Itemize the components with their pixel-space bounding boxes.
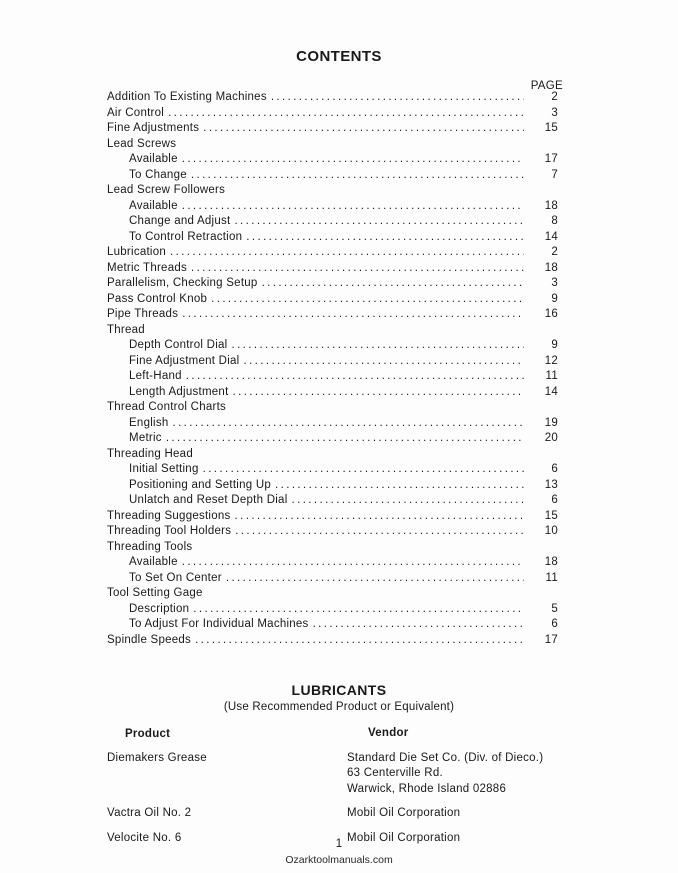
dot-leader (207, 292, 524, 308)
lubricants-title: LUBRICANTS (291, 682, 387, 698)
toc-entry-label: Threading Head (107, 447, 193, 460)
toc-row (107, 555, 558, 571)
toc-row (107, 431, 558, 447)
dot-leader (231, 509, 524, 525)
toc-page-number: 17 (544, 153, 558, 165)
table-of-contents (107, 90, 558, 648)
toc-row (107, 571, 558, 587)
toc-row (107, 137, 558, 153)
dot-leader (182, 369, 524, 385)
toc-row (107, 323, 558, 339)
vendor-info (347, 806, 572, 822)
toc-entry-label: Fine Adjustment Dial (129, 354, 240, 367)
toc-entry-label: Lead Screw Followers (107, 184, 226, 196)
toc-entry-label: Initial Setting (129, 463, 199, 475)
toc-row (107, 230, 558, 246)
dot-leader (178, 199, 524, 215)
dot-leader (258, 276, 524, 292)
toc-row (107, 338, 558, 354)
toc-row (107, 199, 558, 215)
toc-page-number: 6 (551, 494, 558, 506)
dot-leader (178, 152, 524, 168)
toc-entry-label: Thread Control Charts (107, 401, 227, 413)
toc-page-number: 13 (544, 478, 558, 491)
toc-page-number: 9 (551, 292, 558, 305)
toc-page-number: 20 (544, 432, 558, 444)
toc-row (107, 369, 558, 385)
toc-row (107, 447, 558, 463)
toc-row (107, 261, 558, 277)
toc-entry-label: Unlatch and Reset Depth Dial (129, 494, 288, 506)
toc-row (107, 602, 558, 618)
dot-leader (309, 617, 524, 633)
toc-page-number: 14 (544, 230, 558, 243)
dot-leader (199, 121, 524, 137)
product-name: Velocite No. 6 (107, 831, 182, 844)
toc-entry-label: Spindle Speeds (107, 633, 192, 646)
toc-entry-label: Available (129, 153, 178, 165)
lubricants-rows (107, 751, 572, 847)
dot-leader (178, 307, 524, 323)
toc-entry-label: Positioning and Setting Up (129, 478, 272, 491)
toc-row (107, 106, 558, 122)
toc-page-number: 14 (544, 385, 558, 398)
toc-row (107, 276, 558, 292)
lubricants-header-row (107, 727, 572, 743)
toc-entry-label: English (129, 416, 169, 429)
toc-entry-label: To Control Retraction (129, 230, 243, 243)
toc-row (107, 540, 558, 556)
page-number: 1 (335, 838, 343, 850)
toc-entry-label: To Set On Center (129, 571, 222, 584)
toc-entry-label: Metric Threads (107, 261, 187, 274)
vendor-column-header: Vendor (368, 727, 409, 739)
page-column-header: PAGE (530, 80, 563, 92)
toc-entry-label: Addition To Existing Machines (107, 91, 267, 103)
toc-page-number: 18 (544, 199, 558, 212)
toc-page-number: 18 (544, 261, 558, 274)
toc-row (107, 586, 558, 602)
vendor-line: Mobil Oil Corporation (347, 831, 461, 844)
toc-row (107, 400, 558, 416)
toc-page-number: 11 (545, 370, 558, 382)
website-footer: Ozarktoolmanuals.com (285, 854, 393, 866)
dot-leader (242, 230, 524, 246)
toc-page-number: 8 (551, 215, 558, 227)
dot-leader (222, 571, 524, 587)
toc-entry-label: To Adjust For Individual Machines (129, 618, 309, 630)
toc-page-number: 16 (544, 308, 558, 320)
dot-leader (271, 478, 524, 494)
toc-page-number: 10 (544, 525, 558, 537)
toc-entry-label: Threading Tools (107, 540, 193, 553)
dot-leader (288, 493, 525, 509)
vendor-line: Standard Die Set Co. (Div. of Dieco.) (347, 751, 544, 764)
toc-row (107, 354, 558, 370)
toc-row (107, 493, 558, 509)
toc-row (107, 245, 558, 261)
dot-leader (191, 633, 524, 649)
toc-row (107, 617, 558, 633)
dot-leader (199, 462, 524, 478)
dot-leader (178, 555, 524, 571)
toc-row (107, 152, 558, 168)
toc-page-number: 3 (551, 277, 558, 289)
toc-row (107, 509, 558, 525)
toc-row (107, 478, 558, 494)
dot-leader (187, 261, 524, 277)
product-column-header: Product (125, 728, 171, 740)
toc-row (107, 183, 558, 199)
dot-leader (229, 385, 524, 401)
toc-entry-label: Tool Setting Gage (107, 587, 203, 599)
toc-row (107, 307, 558, 323)
toc-entry-label: To Change (129, 168, 187, 181)
toc-entry-label: Available (129, 556, 178, 568)
toc-entry-label: Available (129, 199, 178, 212)
toc-row (107, 633, 558, 649)
toc-page-number: 19 (544, 416, 558, 429)
toc-page-number: 12 (544, 354, 558, 367)
vendor-line: Mobil Oil Corporation (347, 807, 461, 819)
toc-row (107, 90, 558, 106)
toc-row (107, 462, 558, 478)
dot-leader (164, 106, 524, 122)
product-name: Diemakers Grease (107, 751, 207, 764)
dot-leader (227, 338, 524, 354)
dot-leader (239, 354, 524, 370)
toc-page-number: 3 (551, 106, 558, 119)
toc-page-number: 18 (544, 556, 558, 568)
toc-page-number: 2 (551, 246, 558, 258)
toc-entry-label: Change and Adjust (129, 215, 231, 227)
toc-page-number: 2 (551, 91, 558, 103)
toc-entry-label: Left-Hand (129, 370, 182, 382)
toc-entry-label: Description (129, 602, 190, 615)
toc-page-number: 11 (545, 571, 558, 584)
dot-leader (230, 214, 524, 230)
vendor-info (347, 751, 572, 798)
toc-entry-label: Lead Screws (107, 137, 177, 150)
dot-leader (187, 168, 524, 184)
toc-row (107, 385, 558, 401)
toc-row (107, 416, 558, 432)
toc-page-number: 15 (544, 509, 558, 522)
toc-page-number: 6 (551, 618, 558, 630)
toc-entry-label: Fine Adjustments (107, 122, 200, 134)
dot-leader (166, 245, 524, 261)
toc-row (107, 168, 558, 184)
toc-row (107, 524, 558, 540)
toc-page-number: 9 (551, 339, 558, 351)
toc-entry-label: Pass Control Knob (107, 292, 208, 305)
vendor-line: Warwick, Rhode Island 02886 (347, 782, 507, 795)
dot-leader (267, 90, 524, 106)
toc-entry-label: Length Adjustment (129, 385, 229, 398)
toc-entry-label: Lubrication (107, 246, 167, 258)
toc-page-number: 15 (544, 122, 558, 134)
toc-page-number: 7 (551, 168, 558, 181)
toc-row (107, 121, 558, 137)
lubricant-row (107, 806, 572, 822)
toc-entry-label: Parallelism, Checking Setup (107, 277, 258, 289)
toc-entry-label: Pipe Threads (107, 308, 179, 320)
lubricants-subtitle: (Use Recommended Product or Equivalent) (223, 701, 455, 713)
toc-entry-label: Threading Tool Holders (107, 525, 232, 537)
product-name: Vactra Oil No. 2 (107, 807, 192, 819)
toc-entry-label: Depth Control Dial (129, 339, 228, 351)
toc-row (107, 214, 558, 230)
lubricants-table (107, 727, 572, 855)
toc-page-number: 5 (551, 602, 558, 615)
dot-leader (231, 524, 524, 540)
dot-leader (189, 602, 524, 618)
dot-leader (168, 416, 524, 432)
toc-page-number: 6 (551, 463, 558, 475)
vendor-line: 63 Centerville Rd. (347, 767, 443, 779)
toc-row (107, 292, 558, 308)
lubricant-row (107, 751, 572, 798)
toc-entry-label: Metric (129, 432, 162, 444)
toc-page-number: 17 (544, 633, 558, 646)
contents-title: CONTENTS (296, 48, 382, 65)
toc-entry-label: Threading Suggestions (107, 509, 231, 522)
dot-leader (162, 431, 524, 447)
toc-entry-label: Air Control (107, 106, 165, 119)
toc-entry-label: Thread (107, 323, 145, 336)
